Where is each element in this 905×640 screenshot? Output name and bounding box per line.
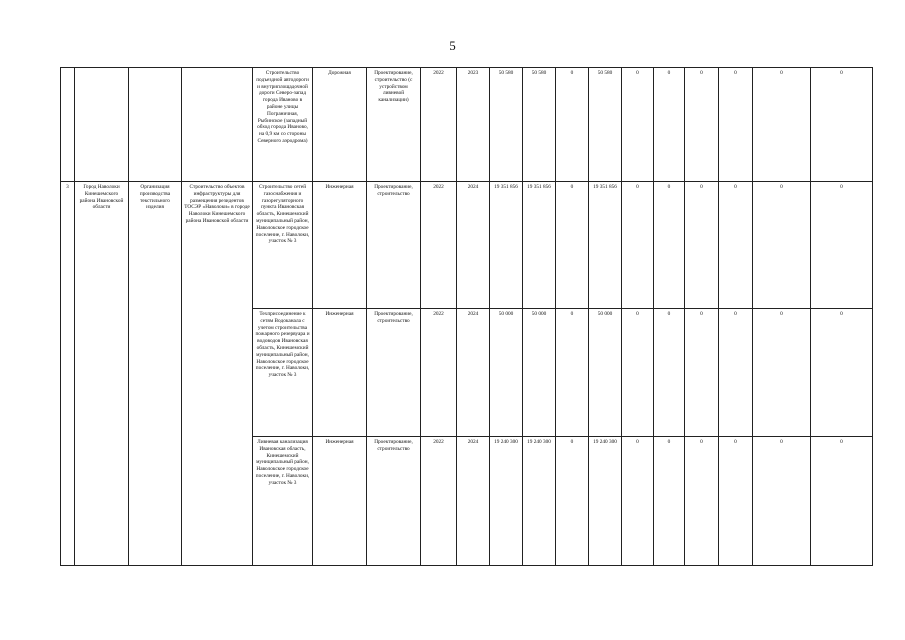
cell-num (61, 68, 75, 182)
cell-city: Город Наволоки Кинешемского района Ивановской области (75, 182, 129, 566)
cell-value: 0 (685, 182, 719, 309)
cell-value: 0 (685, 309, 719, 437)
cell-value: 0 (654, 309, 685, 437)
cell-value: 0 (753, 182, 811, 309)
cell-total: 19 240 300 (490, 437, 523, 566)
cell-work-type: Проектирование, строительство (367, 437, 421, 566)
cell-value: 0 (654, 182, 685, 309)
cell-value: 19 240 300 (523, 437, 556, 566)
cell-value: 50 000 (589, 309, 622, 437)
cell-year-start: 2022 (421, 182, 457, 309)
cell-total: 19 351 856 (490, 182, 523, 309)
cell-year-end: 2024 (457, 309, 490, 437)
cell-object (182, 68, 253, 182)
cell-value: 19 240 300 (589, 437, 622, 566)
cell-total: 50 580 (490, 68, 523, 182)
investment-table (60, 67, 873, 566)
cell-value: 0 (719, 437, 753, 566)
cell-organization: Организация производства текстильного изделия (129, 182, 182, 566)
cell-value: 0 (753, 68, 811, 182)
table-row (61, 68, 873, 182)
cell-infra-object: Строительство подъездной автодороги и внутриплощадочной дороги Северо-запад города Иваново в районе улицы Пограничная, Рыбинское (западный обход города Иваново, на 0,9 км со стороны Северного аэродрома) (253, 68, 313, 182)
cell-num: 3 (61, 182, 75, 566)
cell-object: Строительство объектов инфраструктуры для размещения резидентов ТОСЭР «Наволоки» в городе Наволоки Кинешемского района Ивановской области (182, 182, 253, 566)
cell-work-type: Проектирование, строительство (с устройством ливневой канализации) (367, 68, 421, 182)
cell-value: 0 (556, 437, 589, 566)
cell-value: 0 (719, 68, 753, 182)
cell-year-start: 2022 (421, 309, 457, 437)
page-number: 5 (449, 38, 456, 53)
cell-work-type: Проектирование, строительство (367, 309, 421, 437)
cell-value: 0 (719, 182, 753, 309)
cell-value: 0 (654, 437, 685, 566)
cell-value: 50 580 (523, 68, 556, 182)
cell-value: 50 580 (589, 68, 622, 182)
cell-value: 0 (622, 309, 654, 437)
cell-value: 0 (654, 68, 685, 182)
cell-year-end: 2023 (457, 68, 490, 182)
cell-city (75, 68, 129, 182)
cell-value: 0 (753, 309, 811, 437)
cell-value: 0 (622, 437, 654, 566)
cell-infra-object: Ливневая канализация Ивановская область, Кинешемский муниципальный район, Наволокское городское поселение, г. Наволоки, участок № 3 (253, 437, 313, 566)
cell-value: 19 351 856 (589, 182, 622, 309)
cell-value: 0 (811, 68, 873, 182)
cell-year-start: 2022 (421, 68, 457, 182)
cell-infra-object: Техприсоединение к сетям Водоканала с учетом строительства пожарного резервуара и водоводов Ивановская область, Кинешемский муниципальный район, Наволокское городское поселение, г. Наволоки, участок № 3 (253, 309, 313, 437)
cell-value: 0 (556, 182, 589, 309)
cell-year-end: 2024 (457, 182, 490, 309)
cell-infra-type: Инженерная (313, 309, 367, 437)
cell-value: 50 000 (523, 309, 556, 437)
table-row (61, 182, 873, 309)
cell-value: 0 (622, 68, 654, 182)
cell-value: 19 351 856 (523, 182, 556, 309)
cell-value: 0 (811, 309, 873, 437)
cell-value: 0 (811, 437, 873, 566)
cell-value: 0 (685, 437, 719, 566)
cell-value: 0 (556, 68, 589, 182)
cell-organization (129, 68, 182, 182)
cell-value: 0 (622, 182, 654, 309)
cell-value: 0 (811, 182, 873, 309)
cell-work-type: Проектирование, строительство (367, 182, 421, 309)
cell-infra-object: Строительство сетей газоснабжения и газорегуляторного пункта Ивановская область, Кинешемский муниципальный район, Наволокское городское поселение, г. Наволоки, участок № 3 (253, 182, 313, 309)
cell-infra-type: Инженерная (313, 437, 367, 566)
cell-value: 0 (685, 68, 719, 182)
cell-year-end: 2024 (457, 437, 490, 566)
cell-total: 50 000 (490, 309, 523, 437)
cell-infra-type: Дорожная (313, 68, 367, 182)
cell-value: 0 (753, 437, 811, 566)
cell-year-start: 2022 (421, 437, 457, 566)
cell-infra-type: Инженерная (313, 182, 367, 309)
cell-value: 0 (556, 309, 589, 437)
cell-value: 0 (719, 309, 753, 437)
